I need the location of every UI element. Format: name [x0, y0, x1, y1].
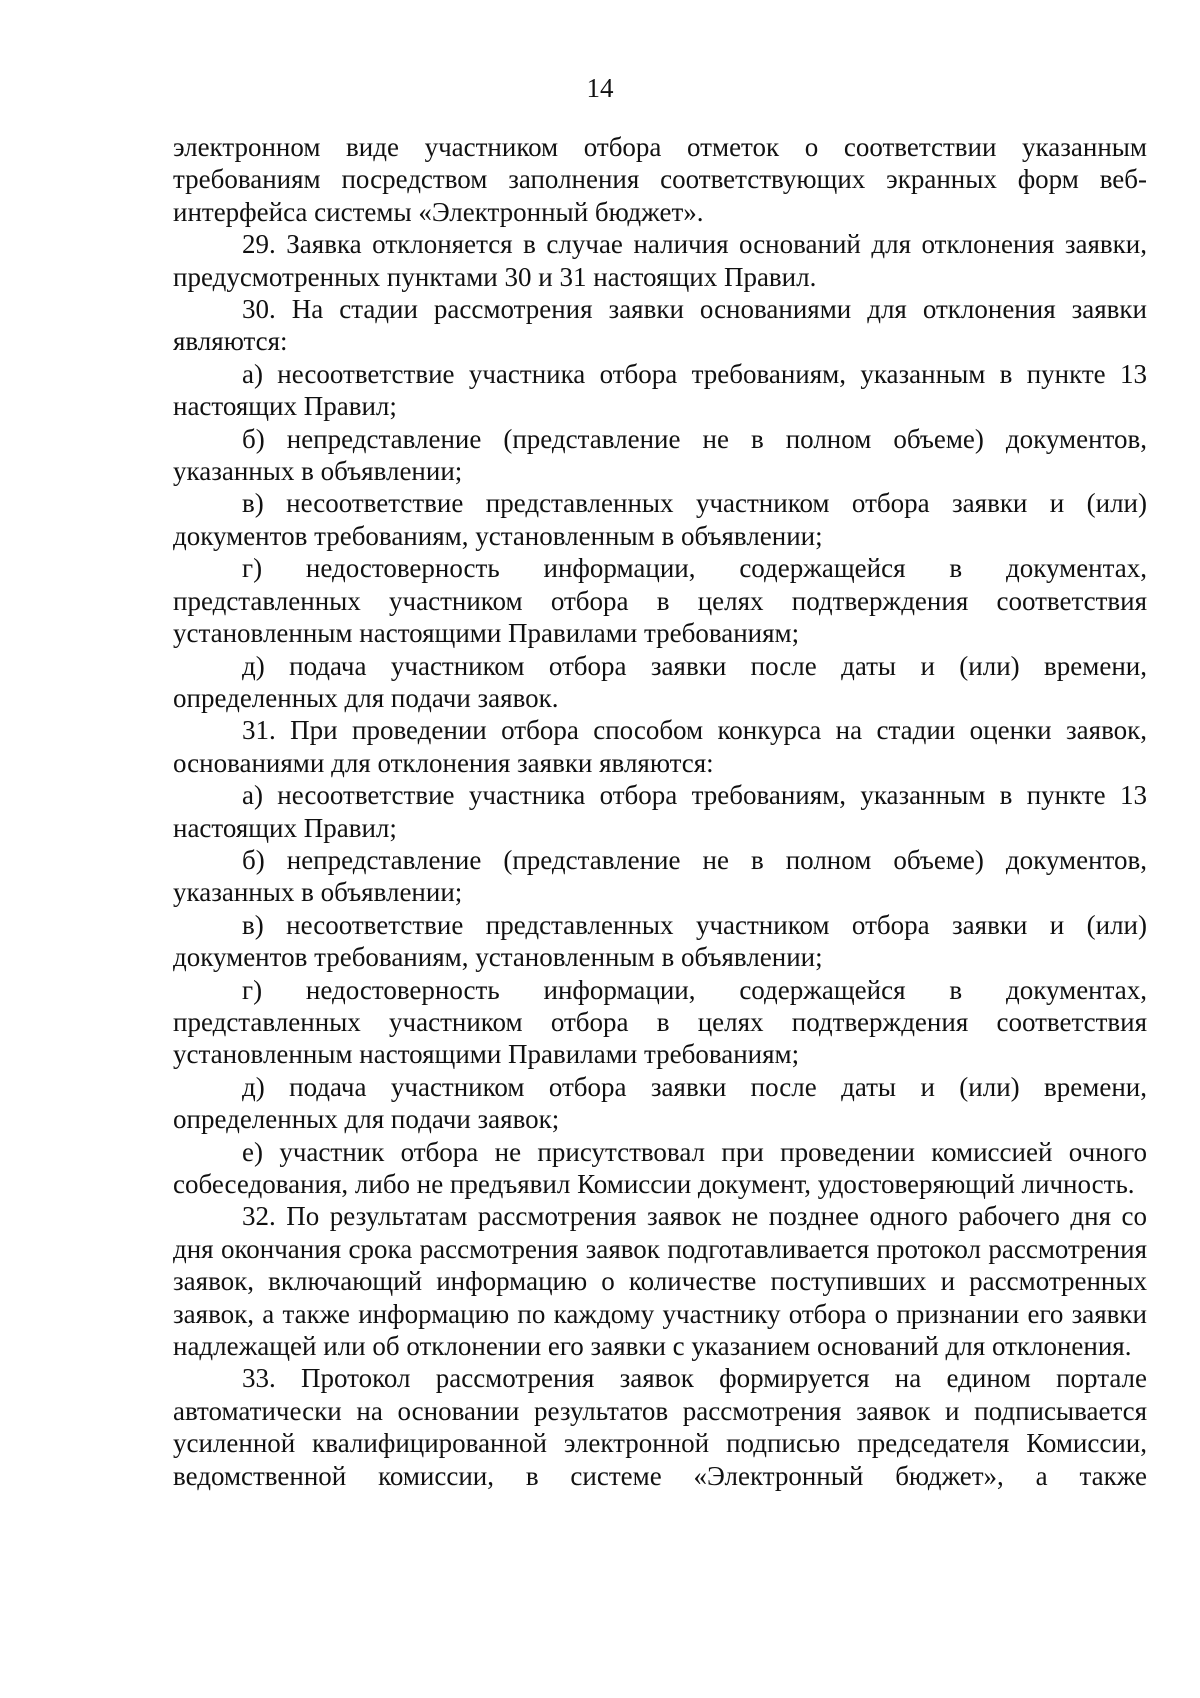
paragraph: в) несоответствие представленных участником отбора заявки и (или) документов требованиям, установленным в объявлении; — [173, 488, 1147, 551]
paragraph: а) несоответствие участника отбора требованиям, указанным в пункте 13 настоящих Правил; — [173, 358, 1147, 422]
page-number: 14 — [586, 73, 614, 103]
paragraph: б) непредставление (представление не в полном объеме) документов, указанных в объявлении; — [173, 844, 1147, 908]
paragraph: д) подача участником отбора заявки после даты и (или) времени, определенных для подачи заявок. — [173, 650, 1147, 713]
paragraph: д) подача участником отбора заявки после даты и (или) времени, определенных для подачи заявок; — [173, 1071, 1147, 1135]
paragraph: 33. Протокол рассмотрения заявок формируется на едином портале автоматически на основании результатов рассмотрения заявок и подписывается усиленной квалифицированной электронной подписью председателя Комиссии, ведомственной комиссии, в системе «Электронный бюджет», а также — [173, 1363, 1147, 1491]
paragraph: а) несоответствие участника отбора требованиям, указанным в пункте 13 настоящих Правил; — [173, 780, 1147, 843]
paragraph: 31. При проведении отбора способом конкурса на стадии оценки заявок, основаниями для отклонения заявки являются: — [173, 715, 1147, 778]
paragraph: г) недостоверность информации, содержащейся в документах, представленных участником отбора в целях подтверждения соответствия установленным настоящими Правилами требованиям; — [173, 974, 1147, 1070]
paragraph: 30. На стадии рассмотрения заявки основаниями для отклонения заявки являются: — [173, 294, 1147, 357]
paragraph: б) непредставление (представление не в полном объеме) документов, указанных в объявлении; — [173, 423, 1147, 487]
paragraph: 32. По результатам рассмотрения заявок не позднее одного рабочего дня со дня окончания срока рассмотрения заявок подготавливается протокол рассмотрения заявок, включающий информацию о количестве поступивших и рассмотренных заявок, а также информацию по каждому участнику отбора о признании его заявки надлежащей или об отклонении его заявки с указанием оснований для отклонения. — [173, 1201, 1147, 1362]
paragraph: е) участник отбора не присутствовал при проведении комиссией очного собеседования, либо не предъявил Комиссии документ, удостоверяющий личность. — [173, 1136, 1147, 1199]
paragraph: 29. Заявка отклоняется в случае наличия оснований для отклонения заявки, предусмотренных пунктами 30 и 31 настоящих Правил. — [173, 229, 1147, 292]
body-text — [173, 131, 1147, 1492]
paragraph: г) недостоверность информации, содержащейся в документах, представленных участником отбора в целях подтверждения соответствия установленным настоящими Правилами требованиям; — [173, 553, 1147, 649]
paragraph: в) несоответствие представленных участником отбора заявки и (или) документов требованиям, установленным в объявлении; — [173, 909, 1147, 973]
paragraph: электронном виде участником отбора отметок о соответствии указанным требованиям посредством заполнения соответствующих экранных форм веб-интерфейса системы «Электронный бюджет». — [173, 132, 1147, 227]
